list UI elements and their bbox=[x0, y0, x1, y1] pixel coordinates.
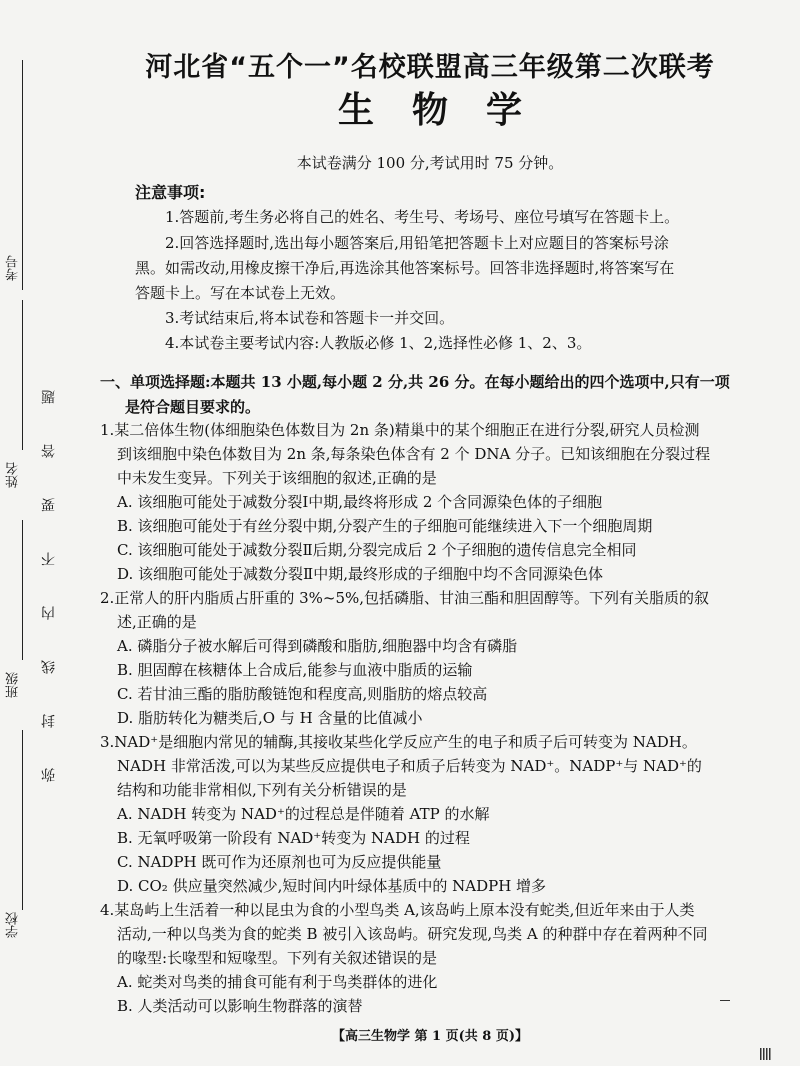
label-exam-number: 考号 bbox=[6, 255, 21, 281]
question-option: B. 人类活动可以影响生物群落的演替 bbox=[117, 997, 363, 1015]
question-option: D. CO₂ 供应量突然减少,短时间内叶绿体基质中的 NADPH 增多 bbox=[117, 877, 547, 895]
question-option: B. 无氧呼吸第一阶段有 NAD⁺转变为 NADH 的过程 bbox=[117, 829, 470, 847]
question-option: C. 该细胞可能处于减数分裂Ⅱ后期,分裂完成后 2 个子细胞的遗传信息完全相同 bbox=[117, 541, 637, 559]
subject-title: 生物学 bbox=[337, 90, 560, 131]
corner-mark bbox=[720, 1000, 730, 1001]
binding-margin bbox=[0, 0, 70, 1066]
section-heading: 一、单项选择题:本题共 13 小题,每小题 2 分,共 26 分。在每小题给出的四个选项中,只有一项 bbox=[100, 373, 730, 391]
fill-line-school bbox=[22, 730, 23, 910]
label-school: 学校 bbox=[6, 912, 21, 938]
fill-line-class bbox=[22, 520, 23, 660]
question-option: B. 该细胞可能处于有丝分裂中期,分裂产生的子细胞可能继续进入下一个细胞周期 bbox=[117, 517, 653, 535]
question-option: A. 蛇类对鸟类的捕食可能有利于鸟类群体的进化 bbox=[117, 973, 438, 991]
question-option: A. NADH 转变为 NAD⁺的过程总是伴随着 ATP 的水解 bbox=[117, 805, 490, 823]
question-option: D. 脂肪转化为糖类后,O 与 H 含量的比值减小 bbox=[117, 709, 423, 727]
question-stem-line: 到该细胞中染色体数目为 2n 条,每条染色体含有 2 个 DNA 分子。已知该细胞在分裂过程 bbox=[117, 445, 711, 463]
question-stem-line: 活动,一种以鸟类为食的蛇类 B 被引入该岛屿。研究发现,鸟类 A 的种群中存在着两种不同 bbox=[117, 925, 708, 943]
exam-title: 河北省“五个一”名校联盟高三年级第二次联考 bbox=[145, 52, 715, 83]
question-stem-line: 的喙型:长喙型和短喙型。下列有关叙述错误的是 bbox=[117, 949, 438, 967]
question-option: C. 若甘油三酯的脂肪酸链饱和程度高,则脂肪的熔点较高 bbox=[117, 685, 488, 703]
label-name: 姓名 bbox=[6, 462, 21, 488]
question-option: B. 胆固醇在核糖体上合成后,能参与血液中脂质的运输 bbox=[117, 661, 473, 679]
fill-line-name bbox=[22, 300, 23, 450]
note-line: 4.本试卷主要考试内容:人教版必修 1、2,选择性必修 1、2、3。 bbox=[165, 334, 592, 352]
note-line: 3.考试结束后,将本试卷和答题卡一并交回。 bbox=[165, 309, 455, 327]
note-line: 2.回答选择题时,选出每小题答案后,用铅笔把答题卡上对应题目的答案标号涂 bbox=[165, 234, 669, 252]
qr-code-icon bbox=[760, 1048, 772, 1060]
label-class: 班级 bbox=[6, 672, 21, 698]
question-stem-line: 中未发生变异。下列关于该细胞的叙述,正确的是 bbox=[117, 469, 437, 487]
question-option: C. NADPH 既可作为还原剂也可为反应提供能量 bbox=[117, 853, 442, 871]
note-line: 1.答题前,考生务必将自己的姓名、考生号、考场号、座位号填写在答题卡上。 bbox=[165, 208, 680, 226]
question-option: A. 磷脂分子被水解后可得到磷酸和脂肪,细胞器中均含有磷脂 bbox=[117, 637, 518, 655]
section-heading-cont: 是符合题目要求的。 bbox=[125, 398, 261, 416]
question-stem-line: NADH 非常活泼,可以为某些反应提供电子和质子后转变为 NAD⁺。NADP⁺与 NAD⁺的 bbox=[117, 757, 702, 775]
question-stem-line: 3.NAD⁺是细胞内常见的辅酶,其接收某些化学反应产生的电子和质子后可转变为 NADH。 bbox=[100, 733, 697, 751]
question-stem-line: 述,正确的是 bbox=[117, 613, 197, 631]
question-stem-line: 4.某岛屿上生活着一种以昆虫为食的小型鸟类 A,该岛屿上原本没有蛇类,但近年来由于人类 bbox=[100, 901, 695, 919]
seal-notice: 弥封线内不要答题 bbox=[41, 350, 57, 782]
note-line: 答题卡上。写在本试卷上无效。 bbox=[135, 284, 346, 302]
note-line: 黑。如需改动,用橡皮擦干净后,再选涂其他答案标号。回答非选择题时,将答案写在 bbox=[135, 259, 675, 277]
page-footer: 【高三生物学 第 1 页(共 8 页)】 bbox=[331, 1029, 529, 1044]
score-time-note: 本试卷满分 100 分,考试用时 75 分钟。 bbox=[296, 154, 564, 172]
question-stem-line: 1.某二倍体生物(体细胞染色体数目为 2n 条)精巢中的某个细胞正在进行分裂,研究人员检测 bbox=[100, 421, 700, 439]
question-stem-line: 2.正常人的肝内脂质占肝重的 3%~5%,包括磷脂、甘油三酯和胆固醇等。下列有关脂质的叙 bbox=[100, 589, 710, 607]
question-option: A. 该细胞可能处于减数分裂Ⅰ中期,最终将形成 2 个含同源染色体的子细胞 bbox=[117, 493, 603, 511]
notes-heading: 注意事项: bbox=[135, 183, 206, 202]
question-stem-line: 结构和功能非常相似,下列有关分析错误的是 bbox=[117, 781, 407, 799]
question-option: D. 该细胞可能处于减数分裂Ⅱ中期,最终形成的子细胞中均不含同源染色体 bbox=[117, 565, 603, 583]
